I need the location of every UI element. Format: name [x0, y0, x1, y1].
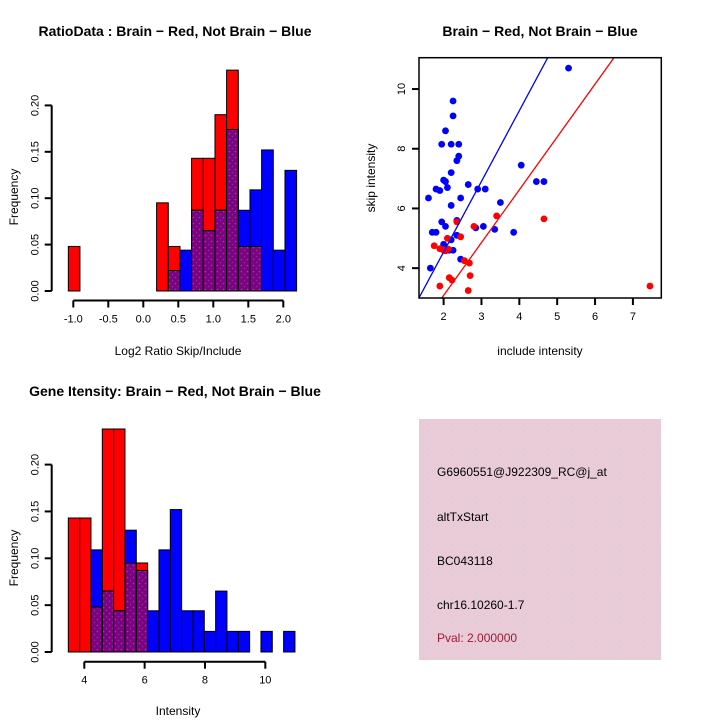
x-tick-label: 0.5	[170, 313, 186, 326]
hist-bar-blue	[148, 611, 159, 652]
x-tick-label: 8	[201, 674, 209, 687]
scatter-point-blue	[440, 177, 447, 184]
scatter-point-blue	[438, 141, 445, 148]
x-tick-label: 1.0	[205, 313, 221, 326]
scatter-point-blue	[465, 181, 472, 188]
hist-bar-overlap	[203, 231, 215, 291]
scatter-point-blue	[450, 113, 457, 120]
y-tick-label: 0.20	[29, 453, 42, 476]
scatter-point-red	[465, 287, 472, 294]
x-tick-label: 2	[440, 311, 447, 323]
hist-bar-overlap	[238, 246, 250, 291]
scatter-point-blue	[518, 162, 525, 169]
x-tick-label: 6	[591, 311, 599, 323]
x-tick-label: 5	[554, 311, 561, 323]
y-tick-label: 10	[396, 82, 408, 96]
event-type-text: altTxStart	[437, 510, 489, 524]
pval-text: Pval: 2.000000	[437, 631, 518, 645]
scatter-point-blue	[444, 184, 451, 191]
scatter-point-blue	[442, 127, 449, 134]
x-tick-label: -0.5	[98, 313, 118, 326]
scatter-point-blue	[448, 202, 455, 209]
scatter-point-red	[436, 283, 443, 290]
hist-bar-red	[68, 518, 79, 652]
scatter-point-blue	[510, 229, 517, 236]
hist-bar-overlap	[215, 210, 227, 291]
y-tick-label: 4	[396, 265, 408, 272]
y-tick-label: 0.10	[29, 547, 42, 570]
scatter-plot-box	[419, 58, 661, 298]
scatter-title: Brain − Red, Not Brain − Blue	[442, 23, 638, 39]
hist-bar-blue	[170, 510, 181, 652]
gene-hist-ylabel: Frequency	[7, 529, 21, 587]
x-tick-label: 7	[629, 311, 636, 323]
hist-bar-blue	[285, 170, 297, 291]
y-tick-label: 0.00	[29, 641, 42, 663]
scatter-point-blue	[429, 229, 436, 236]
y-tick-label: 8	[396, 145, 408, 152]
hist-bar-blue	[262, 150, 274, 291]
scatter-point-red	[470, 223, 477, 230]
x-tick-label: 3	[478, 311, 485, 323]
gene-hist-xlabel: Intensity	[155, 704, 201, 718]
scatter-point-red	[467, 272, 474, 279]
gene-hist-title: Gene Itensity: Brain − Red, Not Brain − Blue	[29, 383, 321, 399]
x-tick-label: 1.5	[240, 313, 256, 326]
scatter-point-red	[457, 233, 464, 240]
y-tick-label: 0.00	[29, 280, 42, 302]
hist-bar-overlap	[192, 210, 204, 291]
scatter-point-blue	[436, 187, 443, 194]
hist-bar-blue	[193, 611, 204, 652]
y-tick-label: 0.20	[29, 94, 42, 117]
hist-bar-overlap	[125, 563, 136, 652]
y-tick-label: 0.15	[29, 141, 42, 163]
scatter-point-blue	[541, 178, 548, 185]
y-tick-label: 0.05	[29, 233, 42, 256]
x-tick-label: 10	[259, 674, 272, 687]
scatter-point-blue	[427, 265, 434, 272]
scatter-point-blue	[450, 98, 457, 105]
x-tick-label: 0.0	[135, 313, 151, 326]
scatter-ylabel: skip intensity	[364, 143, 378, 213]
scatter-point-blue	[565, 65, 572, 72]
ratio-hist-title: RatioData : Brain − Red, Not Brain − Blue	[38, 23, 312, 39]
scatter-point-blue	[425, 195, 432, 202]
hist-bar-blue	[273, 250, 285, 291]
hist-bar-blue	[159, 550, 170, 652]
hist-bar-blue	[261, 631, 272, 652]
y-tick-label: 0.05	[29, 594, 42, 616]
scatter-point-blue	[448, 169, 455, 176]
hist-bar-red	[80, 518, 91, 652]
scatter-point-blue	[453, 157, 460, 164]
scatter-point-blue	[455, 141, 462, 148]
hist-bar-overlap	[102, 591, 113, 652]
hist-bar-overlap	[91, 607, 102, 652]
hist-bar-red	[157, 203, 169, 291]
hist-bar-overlap	[136, 570, 147, 652]
hist-bar-blue	[238, 631, 249, 652]
x-tick-label: 4	[516, 311, 523, 323]
hist-bar-overlap	[114, 611, 125, 652]
scatter-point-blue	[457, 195, 464, 202]
gene-info-panel	[419, 419, 661, 660]
scatter-xlabel: include intensity	[497, 344, 583, 358]
x-tick-label: 2.0	[275, 313, 291, 326]
probe-id-text: G6960551@J922309_RC@j_at	[437, 465, 607, 479]
hist-bar-blue	[180, 250, 192, 291]
hist-bar-blue	[182, 611, 193, 652]
x-tick-label: -1.0	[63, 313, 83, 326]
y-tick-label: 0.10	[29, 187, 42, 209]
x-tick-label: 6	[141, 674, 148, 687]
scatter-point-blue	[482, 186, 489, 193]
hist-bar-blue	[204, 631, 215, 652]
hist-bar-overlap	[227, 130, 239, 291]
accession-text: BC043118	[437, 554, 493, 568]
scatter-point-red	[647, 283, 654, 290]
scatter-point-blue	[497, 199, 504, 206]
hist-bar-blue	[216, 591, 227, 652]
ratio-hist-xlabel: Log2 Ratio Skip/Include	[114, 344, 242, 358]
scatter-point-blue	[448, 141, 455, 148]
hist-bar-blue	[227, 631, 238, 652]
y-tick-label: 0.15	[29, 500, 42, 523]
scatter-point-blue	[480, 223, 487, 230]
hist-bar-overlap	[250, 246, 262, 291]
locus-text: chr16.10260-1.7	[437, 598, 525, 612]
scatter-point-blue	[442, 223, 449, 230]
hist-bar-red	[68, 246, 80, 291]
x-tick-label: 4	[81, 674, 88, 687]
hist-bar-blue	[284, 631, 295, 652]
ratio-hist-ylabel: Frequency	[7, 168, 21, 226]
scatter-point-blue	[533, 178, 540, 185]
y-tick-label: 6	[396, 205, 408, 212]
scatter-point-red	[541, 215, 548, 222]
hist-bar-overlap	[168, 271, 180, 291]
